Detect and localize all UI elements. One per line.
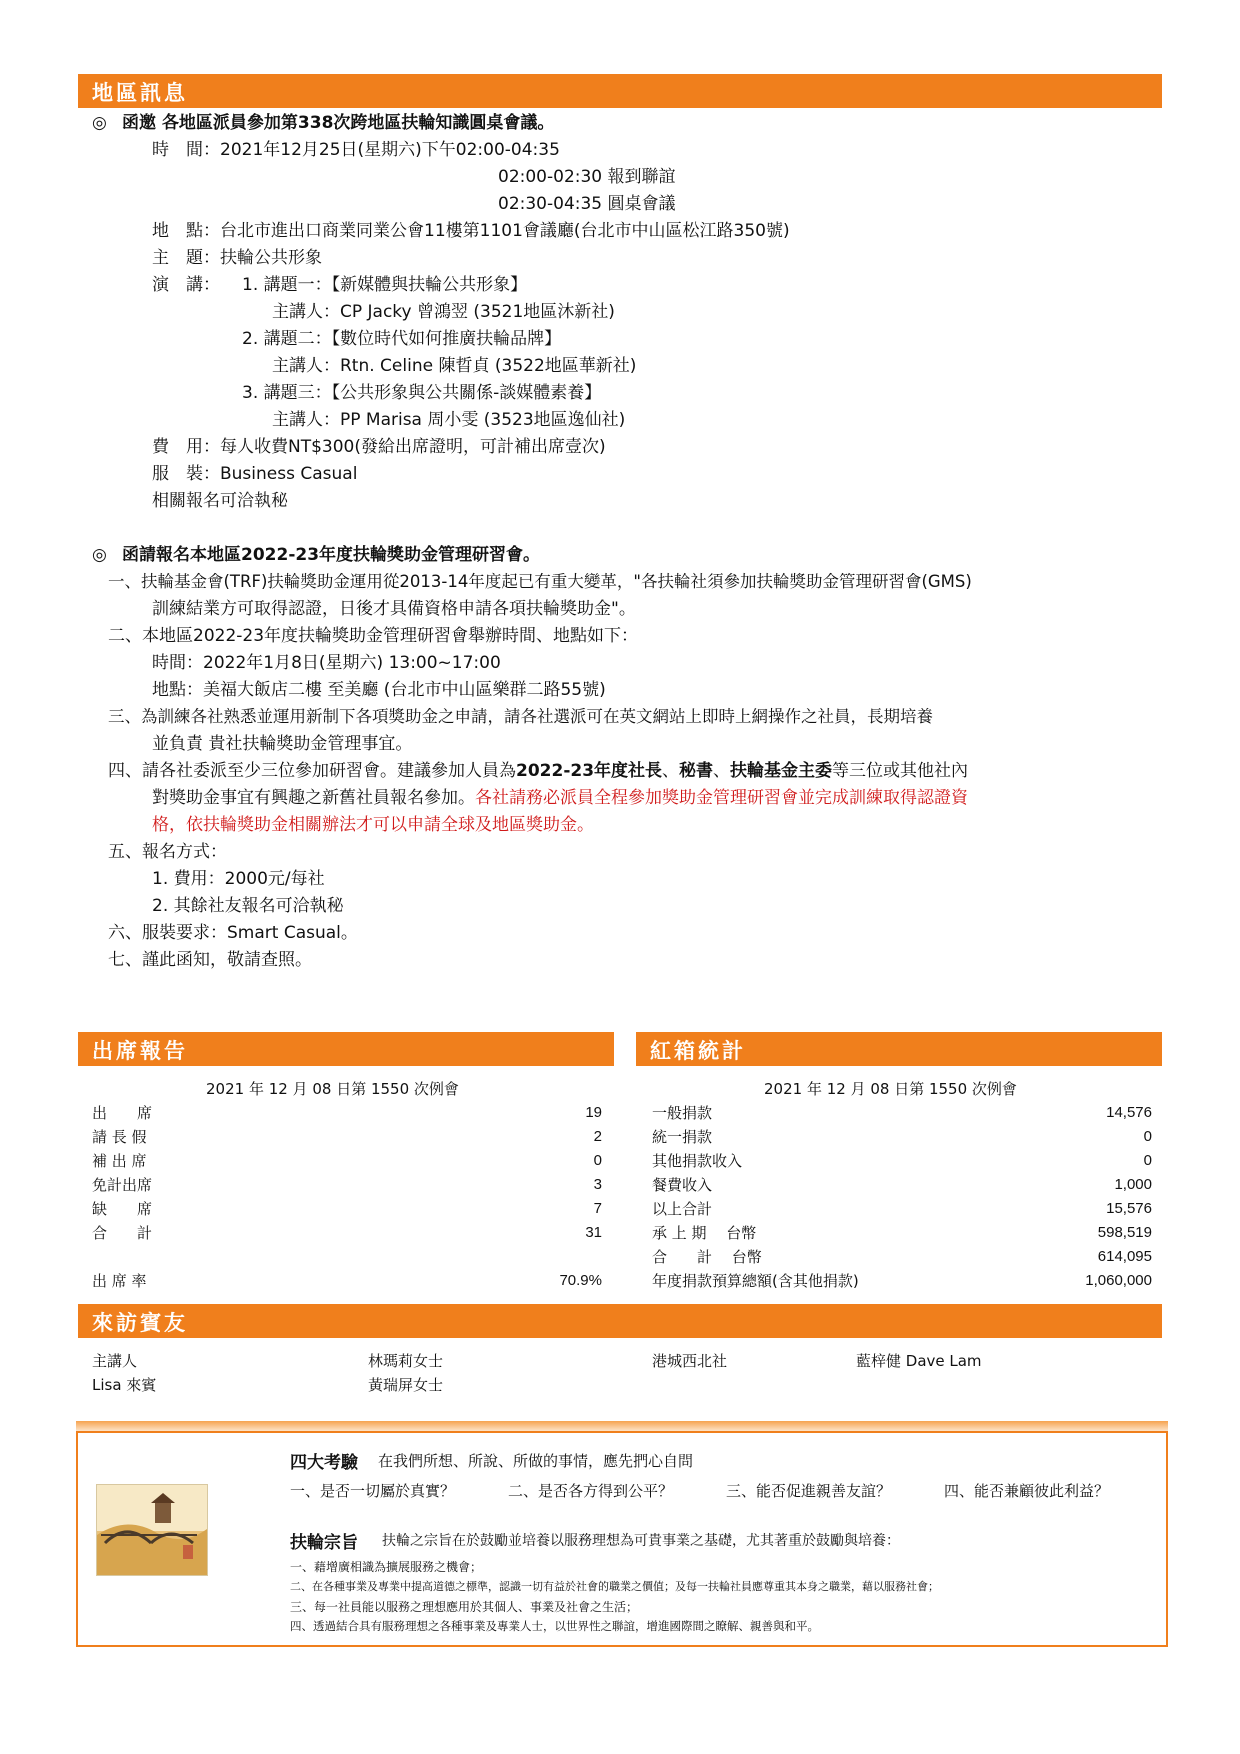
- motto-object-title: 扶輪宗旨: [290, 1533, 358, 1553]
- attendance-label: 補 出 席: [92, 1152, 147, 1170]
- item2-p4a-4: 等三位或其他社內: [832, 761, 969, 781]
- item2-p3a: 三、為訓練各社熟悉並運用新制下各項獎助金之申請，請各社選派可在英文網站上即時上網操作之社員，長期培養: [108, 707, 933, 726]
- visitor-name: 林瑪莉女士: [368, 1352, 444, 1370]
- item2-p4b-red: 各社請務必派員全程參加獎助金管理研習會並完成訓練取得認證資: [475, 788, 968, 808]
- redbox-value: 598,519: [1097, 1224, 1152, 1241]
- redbox-label: 餐費收入: [652, 1176, 713, 1194]
- item2-p4a-bold3: 扶輪基金主委: [730, 761, 833, 781]
- item2-p2: 二、本地區2022-23年度扶輪獎助金管理研習會舉辦時間、地點如下：: [108, 626, 639, 646]
- item2-p4a-2: 、: [662, 761, 680, 781]
- item2-p4b-1: 對獎助金事宜有興趣之新舊社員報名參加。: [152, 788, 475, 808]
- attendance-label: 合 計: [92, 1224, 153, 1242]
- item1-fee: 費 用：每人收費NT$300(發給出席證明，可計補出席壹次): [152, 437, 606, 457]
- district-header-bar: [78, 74, 1162, 108]
- visitor-name: Lisa 來賓: [92, 1376, 157, 1394]
- attendance-heading: 出席報告: [92, 1038, 188, 1063]
- motto-test-2: 二、是否各方得到公平？: [508, 1482, 674, 1500]
- item1-speaker2: 主講人：Rtn. Celine 陳晢貞 (3522地區華新社): [272, 356, 637, 376]
- item2-p5-1: 1. 費用：2000元/每社: [152, 869, 325, 889]
- item2-p4a-3: 、: [713, 761, 731, 781]
- item1-speech3: 3. 講題三：【公共形象與公共關係-談媒體素養】: [242, 383, 602, 403]
- visitor-name: 藍梓健 Dave Lam: [856, 1352, 982, 1370]
- motto-object-2: 二、在各種事業及專業中提高道德之標準，認識一切有益於社會的職業之價值；及每一扶輪社員應尊重其本身之職業，藉以服務社會；: [290, 1580, 939, 1593]
- item1-speech2: 2. 講題二：【數位時代如何推廣扶輪品牌】: [242, 329, 562, 349]
- bridge-painting-icon: [96, 1484, 208, 1576]
- motto-object-1: 一、藉增廣相識為擴展服務之機會；: [290, 1560, 483, 1574]
- item2-p1b: 訓練結業方可取得認證，日後才具備資格申請各項扶輪獎助金"。: [152, 599, 636, 619]
- redbox-label: 一般捐款: [652, 1104, 713, 1122]
- item1-time-sub2: 02:30-04:35 圓桌會議: [498, 194, 676, 214]
- motto-test-subtitle: 在我們所想、所說、所做的事情，應先捫心自問: [378, 1452, 694, 1470]
- redbox-label: 年度捐款預算總額(含其他捐款): [652, 1272, 859, 1290]
- item1-bullet: ◎: [92, 113, 107, 133]
- item1-time: 時 間：2021年12月25日(星期六)下午02:00-04:35: [152, 140, 560, 160]
- item1-topic: 主 題：扶輪公共形象: [152, 248, 322, 268]
- attendance-label: 出 席: [92, 1104, 153, 1122]
- motto-object-4: 四、透過結合具有服務理想之各種事業及專業人士，以世界性之聯誼，增進國際間之瞭解、親善與和平。: [290, 1619, 819, 1633]
- item1-speaker1: 主講人：CP Jacky 曾鴻翌 (3521地區沐新社): [272, 302, 615, 322]
- attendance-header-bar: [78, 1032, 614, 1066]
- item2-p4a: [108, 760, 968, 782]
- item1-title: 函邀 各地區派員參加第338次跨地區扶輪知識圓桌會議。: [122, 113, 555, 133]
- attendance-rate-value: 70.9%: [559, 1272, 602, 1289]
- item2-p2-time: 時間：2022年1月8日(星期六) 13:00~17:00: [152, 653, 501, 673]
- item1-speech-label: 演 講：: [152, 275, 220, 295]
- redbox-value: 614,095: [1097, 1248, 1152, 1265]
- visitors-header-bar: [78, 1304, 1162, 1338]
- attendance-label: 請 長 假: [92, 1128, 147, 1146]
- motto-test-3: 三、能否促進親善友誼？: [726, 1482, 892, 1500]
- item2-p2-place: 地點：美福大飯店二樓 至美廳 (台北市中山區樂群二路55號): [152, 680, 606, 700]
- item2-title: 函請報名本地區2022-23年度扶輪獎助金管理研習會。: [122, 545, 541, 565]
- attendance-label: 缺 席: [92, 1200, 153, 1218]
- redbox-value: 1,000: [1114, 1176, 1152, 1193]
- motto-top-band: [76, 1421, 1168, 1431]
- motto-test-1: 一、是否一切屬於真實？: [290, 1482, 456, 1500]
- item1-speech1: 1. 講題一：【新媒體與扶輪公共形象】: [242, 275, 528, 295]
- item2-p4a-bold1: 2022-23年度社長: [516, 761, 663, 781]
- district-heading: 地區訊息: [92, 80, 188, 105]
- item2-p4a-bold2: 秘書: [679, 761, 714, 781]
- attendance-value: 3: [593, 1176, 602, 1193]
- item1-speaker3: 主講人：PP Marisa 周小雯 (3523地區逸仙社): [272, 410, 626, 430]
- redbox-header-bar: [636, 1032, 1162, 1066]
- redbox-value: 0: [1143, 1152, 1152, 1169]
- item2-bullet: ◎: [92, 545, 107, 565]
- redbox-value: 0: [1143, 1128, 1152, 1145]
- attendance-value: 2: [593, 1128, 602, 1145]
- item1-dress: 服 裝：Business Casual: [152, 464, 358, 484]
- attendance-label: 免計出席: [92, 1176, 153, 1194]
- item1-contact: 相關報名可洽執秘: [152, 491, 288, 511]
- item1-time-sub1: 02:00-02:30 報到聯誼: [498, 167, 676, 187]
- motto-test-title: 四大考驗: [290, 1453, 358, 1473]
- visitor-name: 黃瑞屏女士: [368, 1376, 444, 1394]
- item1-place: 地 點：台北市進出口商業同業公會11樓第1101會議廳(台北市中山區松江路350號): [152, 221, 790, 241]
- redbox-value: 14,576: [1106, 1104, 1152, 1121]
- redbox-value: 1,060,000: [1085, 1272, 1152, 1289]
- redbox-label: 承 上 期 台幣: [652, 1224, 757, 1242]
- item2-p4a-1: 四、請各社委派至少三位參加研習會。建議參加人員為: [108, 761, 516, 781]
- item2-p4c-red: 格，依扶輪獎助金相關辦法才可以申請全球及地區獎助金。: [152, 815, 594, 835]
- visitors-heading: 來訪賓友: [92, 1310, 188, 1335]
- item2-p4b: [152, 787, 968, 809]
- redbox-meeting: 2021 年 12 月 08 日第 1550 次例會: [764, 1080, 1017, 1098]
- attendance-value: 19: [585, 1104, 602, 1121]
- redbox-value: 15,576: [1106, 1200, 1152, 1217]
- visitor-name: 主講人: [92, 1352, 138, 1370]
- item2-p7: 七、謹此函知，敬請查照。: [108, 950, 312, 970]
- item2-p3b: 並負責 貴社扶輪獎助金管理事宜。: [152, 734, 413, 754]
- redbox-label: 合 計 台幣: [652, 1248, 762, 1266]
- attendance-meeting: 2021 年 12 月 08 日第 1550 次例會: [206, 1080, 459, 1098]
- item2-p5: 五、報名方式：: [108, 842, 227, 862]
- redbox-label: 其他捐款收入: [652, 1152, 743, 1170]
- motto-object-subtitle: 扶輪之宗旨在於鼓勵並培養以服務理想為可貴事業之基礎，尤其著重於鼓勵與培養：: [382, 1533, 900, 1549]
- motto-test-4: 四、能否兼顧彼此利益？: [944, 1482, 1110, 1500]
- visitor-club: 港城西北社: [652, 1352, 728, 1370]
- redbox-label: 以上合計: [652, 1200, 713, 1218]
- item2-p5-2: 2. 其餘社友報名可洽執秘: [152, 896, 344, 916]
- item2-p1a: 一、扶輪基金會(TRF)扶輪獎助金運用從2013-14年度起已有重大變革，"各扶輪社須參加扶輪獎助金管理研習會(GMS): [108, 572, 972, 591]
- attendance-value: 31: [585, 1224, 602, 1241]
- redbox-heading: 紅箱統計: [650, 1038, 746, 1063]
- motto-object-3: 三、每一社員能以服務之理想應用於其個人、事業及社會之生活；: [290, 1600, 639, 1614]
- redbox-label: 統一捐款: [652, 1128, 713, 1146]
- attendance-value: 7: [593, 1200, 602, 1217]
- item2-p6: 六、服裝要求：Smart Casual。: [108, 923, 358, 943]
- attendance-rate-label: 出 席 率: [92, 1272, 147, 1290]
- attendance-value: 0: [593, 1152, 602, 1169]
